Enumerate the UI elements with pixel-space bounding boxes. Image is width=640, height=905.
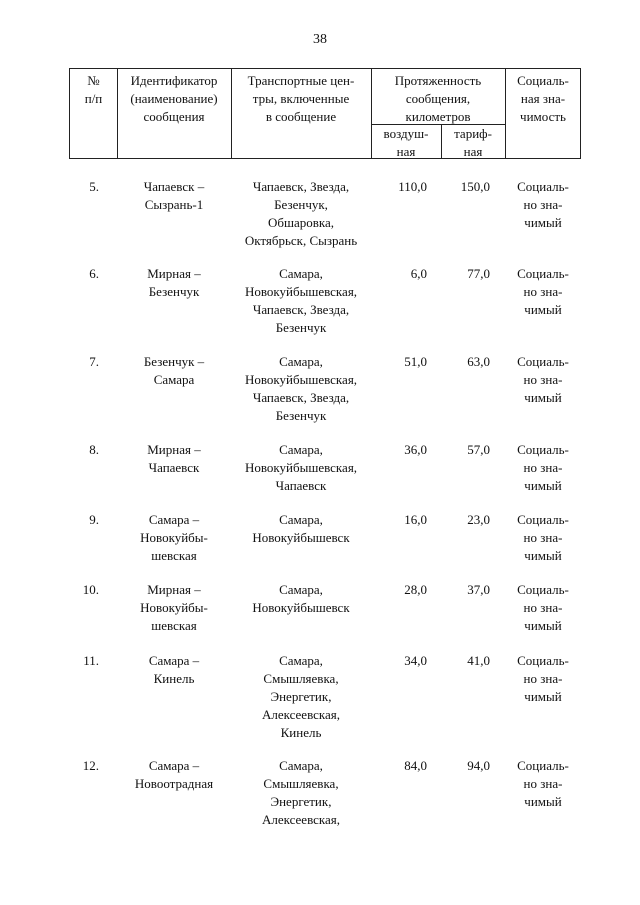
row-social: Социаль- но зна- чимый <box>517 179 569 230</box>
row-air-length: 6,0 <box>410 266 427 281</box>
row-identifier: Мирная – Безенчук <box>147 266 201 299</box>
row-tariff-length: 94,0 <box>467 758 490 773</box>
row-social: Социаль- но зна- чимый <box>517 582 569 633</box>
row-centers: Самара, Новокуйбышевская, Чапаевск, Звезда, Безенчук <box>244 266 358 335</box>
row-identifier: Мирная – Новокуйбы- шевская <box>140 582 208 633</box>
row-air-length: 28,0 <box>404 582 427 597</box>
row-tariff-length: 57,0 <box>467 442 490 457</box>
row-tariff-length: 63,0 <box>467 354 490 369</box>
row-social: Социаль- но зна- чимый <box>517 653 569 704</box>
row-number: 6. <box>89 266 99 281</box>
row-number: 8. <box>89 442 99 457</box>
table-header <box>69 68 581 159</box>
row-centers: Самара, Смышляевка, Энергетик, Алексеевская, Кинель <box>261 653 341 740</box>
row-tariff-length: 77,0 <box>467 266 490 281</box>
row-air-length: 36,0 <box>404 442 427 457</box>
header-length: Протяженность сообщения, километров <box>394 73 482 124</box>
row-number: 7. <box>89 354 99 369</box>
row-number: 5. <box>89 179 99 194</box>
header-centers: Транспортные цен- тры, включенные в сообщение <box>247 73 355 124</box>
row-number: 12. <box>82 758 99 773</box>
row-centers: Самара, Новокуйбышевская, Чапаевск <box>244 442 358 493</box>
header-tariff: тариф- ная <box>454 126 492 159</box>
header-social: Социаль- ная зна- чимость <box>517 73 569 124</box>
row-identifier: Самара – Новокуйбы- шевская <box>140 512 208 563</box>
header-num: № п/п <box>84 73 103 106</box>
header-air: воздуш- ная <box>383 126 429 159</box>
row-air-length: 34,0 <box>404 653 427 668</box>
row-centers: Самара, Новокуйбышевская, Чапаевск, Звезда, Безенчук <box>244 354 358 423</box>
page-number: 38 <box>313 32 327 47</box>
row-identifier: Чапаевск – Сызрань-1 <box>143 179 205 212</box>
row-social: Социаль- но зна- чимый <box>517 512 569 563</box>
row-centers: Самара, Новокуйбышевск <box>252 512 350 545</box>
row-tariff-length: 150,0 <box>460 179 490 194</box>
row-centers: Чапаевск, Звезда, Безенчук, Обшаровка, Октябрьск, Сызрань <box>244 179 358 248</box>
row-number: 9. <box>89 512 99 527</box>
row-identifier: Безенчук – Самара <box>143 354 205 387</box>
row-air-length: 110,0 <box>398 179 427 194</box>
row-air-length: 84,0 <box>404 758 427 773</box>
row-number: 11. <box>83 653 99 668</box>
row-air-length: 16,0 <box>404 512 427 527</box>
row-social: Социаль- но зна- чимый <box>517 354 569 405</box>
row-social: Социаль- но зна- чимый <box>517 758 569 809</box>
row-air-length: 51,0 <box>404 354 427 369</box>
row-centers: Самара, Новокуйбышевск <box>252 582 350 615</box>
row-tariff-length: 41,0 <box>467 653 490 668</box>
row-social: Социаль- но зна- чимый <box>517 266 569 317</box>
header-identifier: Идентификатор (наименование) сообщения <box>130 73 218 124</box>
row-tariff-length: 23,0 <box>467 512 490 527</box>
row-identifier: Мирная – Чапаевск <box>147 442 201 475</box>
row-tariff-length: 37,0 <box>467 582 490 597</box>
row-identifier: Самара – Кинель <box>148 653 200 686</box>
row-centers: Самара, Смышляевка, Энергетик, Алексеевская, <box>261 758 341 827</box>
row-social: Социаль- но зна- чимый <box>517 442 569 493</box>
row-identifier: Самара – Новоотрадная <box>134 758 214 791</box>
row-number: 10. <box>82 582 99 597</box>
